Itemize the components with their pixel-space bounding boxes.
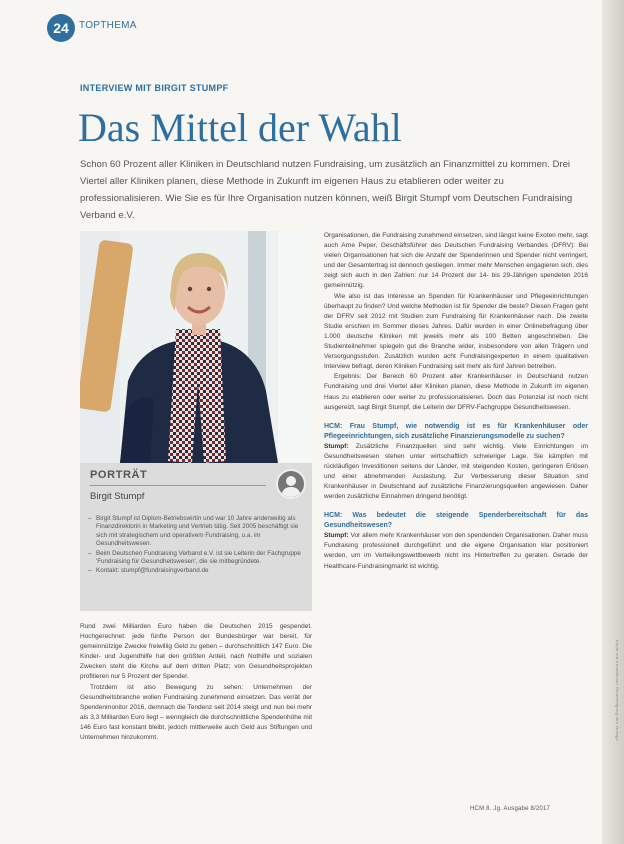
spine-text: Kopie mit freundlicher Genehmigung des Verlags	[615, 640, 620, 741]
portrait-info-box	[80, 463, 312, 611]
left-body-column	[80, 622, 312, 743]
portrait-bullet: – Beim Deutschen Fundraising Verband e.V. ist sie Leiterin der Fachgruppe 'Fundraising für Gesundheitswesen', die sie mitbegründete.	[88, 550, 304, 567]
article-title: Das Mittel der Wahl	[78, 105, 402, 150]
portrait-heading: PORTRÄT	[90, 469, 148, 481]
page-spine-shadow	[602, 0, 624, 844]
body-paragraph: Trotzdem ist also Bewegung zu sehen: Unternehmen der Gesundheitsbranche wollen Fundraising zunehmend einsetzen. Das verrät der Spendenmonitor 2016, demnach die Tendenz seit 2014 steigt und nun bei mehr als 3,3 Milliarden Euro liegt – wenngleich die durchschnittliche Spendenhöhe mit 146 Euro fast konstant bleibt, jedoch mittlerweile auch Geld aus Stiftungen und Unternehmen hinzukommt.	[80, 683, 312, 742]
body-paragraph: Organisationen, die Fundraising zunehmend einsetzen, sind längst keine Exoten mehr, sagt auch Arne Peper, Geschäftsführer des Deutschen Fundraising Verbandes (DFRV): Bei vielen Organisationen hat sich die Anzahl der Spenderinnen und Spender nicht verringert, und der Gesamtertrag ist dennoch gestiegen. Immer mehr Menschen engagieren sich, dies zeigt sich auch in den Zahlen: nur 14 Prozent der 14- bis 29-Jährigen spendeten 2016 gemeinnützig.	[324, 232, 588, 290]
portrait-name: Birgit Stumpf	[90, 491, 145, 502]
body-paragraph: Ergebnis: Der Bereich 60 Prozent aller Krankenhäuser in Deutschland nutzen Fundraising und drei Viertel aller Kliniken planen, diese Methode in Zukunft im eigenen Haus zu etablieren oder weiter zu professionalisieren. Doch das Potenzial ist noch nicht ausgereizt, sagt Birgit Stumpf, die Leiterin der DFRV-Fachgruppe Gesundheitswesen.	[324, 373, 588, 411]
portrait-bullet-list	[88, 515, 304, 577]
article-lead: Schon 60 Prozent aller Kliniken in Deutschland nutzen Fundraising, um zusätzlich an Finanzmittel zu kommen. Drei Viertel aller Kliniken planen, diese Methode in Zukunft im eigenen Haus zu etablieren oder weiter zu professionalisieren. Wie Sie es für Ihre Organisation nutzen können, weiß Birgit Stumpf vom Deutschen Fundraising Verband e.V.	[80, 159, 573, 221]
portrait-bullet: – Birgit Stumpf ist Diplom-Betriebswirtin und war 10 Jahre anderweitig als Finanzdirektorin in Marketing und Vertrieb tätig. Seit 2005 beschäftigt sie sich mit strategischem und operativem Fundraising, u.a. im Gesundheitswesen.	[88, 515, 304, 549]
interview-answer	[324, 442, 588, 503]
body-paragraph: Rund zwei Milliarden Euro haben die Deutschen 2015 gespendet. Hochgerechnet: jede fünfte Person der Bundesbürger war bereit, für gemeinnützige Zwecke freiwillig Geld zu geben – durchschnittlich 147 Euro. Die Kinder- und Jugendhilfe hat den größten Anteil, nach Nothilfe und sozialen Zwecken steht die Kirche auf dem dritten Platz; von Gesundheitsprojekten profitieren nur 5 Prozent der Spender.	[80, 623, 312, 681]
section-label: TOPTHEMA	[79, 20, 137, 31]
interview-question: HCM: Frau Stumpf, wie notwendig ist es für Krankenhäuser oder Pflegeeinrichtungen, sich zusätzliche Finanzierungsmodelle zu suchen?	[324, 422, 588, 440]
page-footer: HCM 8. Jg. Ausgabe 8/2017	[470, 806, 551, 812]
answer-text: Vor allem mehr Krankenhäuser von den spendenden Organisationen. Daher muss Fundraising professionell durchgeführt und die eigene Organisation klar positioniert werden, um im Verteilungswettbewerb nicht ins Hintertreffen zu geraten. Gerade der Healthcare-Fundraisingmarkt ist wichtig.	[324, 532, 588, 570]
person-silhouette-icon	[276, 469, 306, 499]
speaker-label: Stumpf:	[324, 532, 349, 540]
interview-answer	[324, 531, 588, 571]
article-kicker: INTERVIEW MIT BIRGIT STUMPF	[80, 83, 229, 93]
portrait-photo-illustration	[80, 231, 312, 463]
page-number-badge: 24	[47, 14, 75, 42]
portrait-photo	[80, 231, 312, 463]
portrait-divider	[90, 485, 266, 486]
portrait-bullet: – Kontakt: stumpf@fundraisingverband.de	[88, 567, 304, 575]
speaker-label: Stumpf:	[324, 442, 349, 450]
right-body-column	[324, 231, 588, 572]
interview-question: HCM: Was bedeutet die steigende Spenderbereitschaft für das Gesundheitswesen?	[324, 512, 588, 530]
body-paragraph: Wie also ist das Interesse an Spenden für Krankenhäuser und Pflegeeinrichtungen überhaupt zu finden? Und welche Methoden ist für Spender die beste? Diesen Fragen geht der DFRV seit 2012 mit Studien zum Fundraising für Krankenhäuser nach. Die zweite Studie erschien im Sommer dieses Jahres. Dafür wurden in einer Onlinebefragung über 1.000 deutsche Kliniken mit jeweils mehr als 100 Betten angeschrieben. Die Studienteilnehmer spiegeln gut die Branche wider, insbesondere von allen Trägern und Versorgungsstufen. Zusätzlich wurden acht Fundraisingexperten in einem qualitativen Interview befragt, deren Kliniken Fundraising seit mehr als fünf Jahren betreiben.	[324, 292, 588, 371]
answer-text: Zusätzliche Finanzquellen sind sehr wichtig. Viele Einrichtungen im Gesundheitswesen stehen unter wirtschaftlich schwieriger Lage. Sie kämpfen mit rückläufigen Investitionen seitens der Länder, mit steigenden Kosten, geringeren Erlösen und einer abnehmenden Auslastung. Zur Verbesserung dieser Situation sind Krankenhäuser in Deutschland auf zusätzliche Finanzierungsquellen angewiesen. Daher werden zusätzliche Einnahmen dringend benötigt.	[324, 442, 588, 501]
